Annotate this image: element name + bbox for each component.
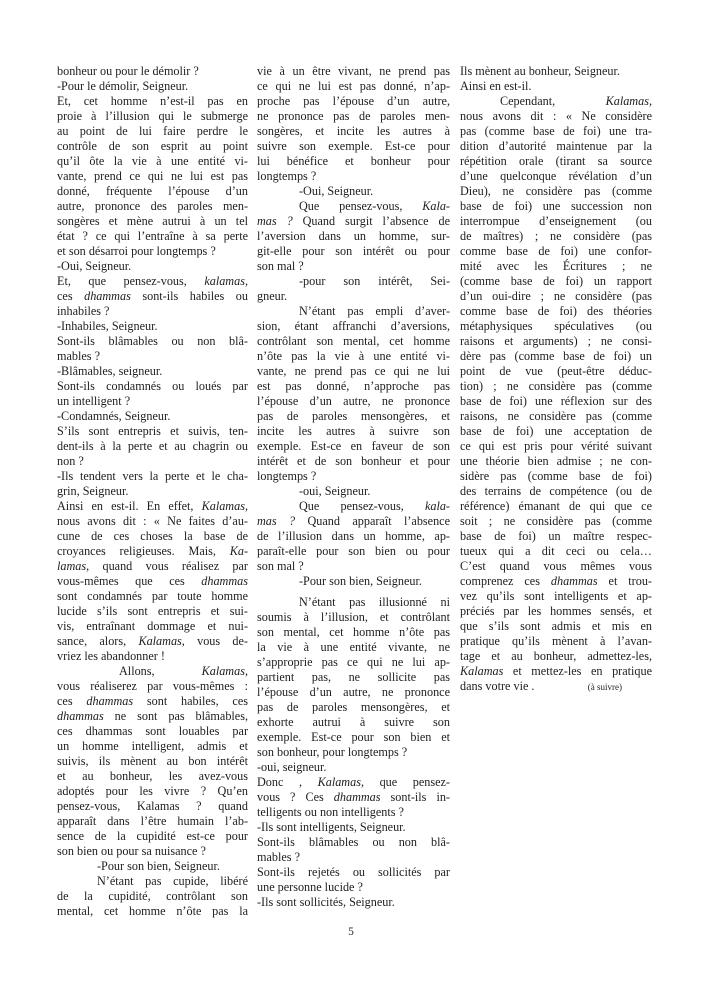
text-column-3: [460, 64, 652, 694]
text-line: Que pensez-vous, Kala-: [299, 199, 450, 213]
text-line: pensez-vous, Kalamas ? quand: [57, 799, 248, 813]
text-line: lamas, quand vous réalisez par: [57, 559, 248, 573]
text-line: intérêt et de son bonheur et pour: [257, 454, 450, 468]
text-line: mas ? Quand apparaît l’absence: [257, 514, 450, 528]
text-line: soit ; ne considère pas (comme: [460, 514, 652, 528]
text-line: Ainsi en est-il. En effet, Kalamas,: [57, 499, 248, 513]
text-line: raisons et arguments) ; ne consi-: [460, 334, 652, 348]
text-line: bonheur ou pour le démolir ?: [57, 64, 199, 78]
text-line: Donc , Kalamas, que pensez-: [257, 775, 450, 789]
text-line: C’est quand vous mêmes vous: [460, 559, 652, 573]
text-line: nous avons dit : « Ne considère: [460, 109, 652, 123]
text-line: Allons, Kalamas,: [119, 664, 248, 678]
text-column-1: [57, 64, 248, 919]
text-line: lucide s’ils sont entrepris et sui-: [57, 604, 248, 618]
text-line: vis, entraînant dommage et nui-: [57, 619, 248, 633]
text-line: mité avec les Écritures ; ne: [460, 259, 652, 273]
text-line: ce qui ne lui est pas donné, n’ap-: [257, 79, 450, 93]
text-line: paraît-elle pour son bien ou pour: [257, 544, 450, 558]
text-line: Ils mènent au bonheur, Seigneur.: [460, 64, 620, 78]
text-line: -Pour le démolir, Seigneur.: [57, 79, 189, 93]
text-line: la vie à une entité vivante, ne: [257, 640, 450, 654]
text-line: qu’il ôte la vie à une entité vi-: [57, 154, 248, 168]
text-line: comme base de foi) une confor-: [460, 244, 652, 258]
text-line: son mal ?: [257, 259, 304, 273]
text-line: mables ?: [57, 349, 100, 363]
text-line: Sont-ils rejetés ou sollicités par: [257, 865, 450, 879]
text-line: -Pour son bien, Seigneur.: [299, 574, 422, 588]
text-line: incite les autres à suivre son: [257, 424, 450, 438]
text-line: exemple. Est-ce en faveur de son: [257, 439, 450, 453]
text-line: base de foi) une réflexion sur des: [460, 394, 652, 408]
text-line: ce qui est pris pour vérité suivant: [460, 439, 652, 453]
text-line: cune de ces choses la base de: [57, 529, 248, 543]
text-line: base de foi) un maître respec-: [460, 529, 652, 543]
text-line: comprenez ces dhammas et trou-: [460, 574, 652, 588]
text-line: dans votre vie . (à suivre): [460, 679, 652, 694]
text-line: git-elle pour son intérêt ou pour: [257, 244, 450, 258]
text-line: mables ?: [257, 850, 300, 864]
text-line: point de vue (peut-être déduc-: [460, 364, 652, 378]
text-line: au point de lui faire perdre le: [57, 124, 248, 138]
text-line: (comme base de foi) un rapport: [460, 274, 652, 288]
text-line: ces dhammas sont habiles, ces: [57, 694, 248, 708]
text-line: -Oui, Seigneur.: [299, 184, 374, 198]
text-line: pratique qu’ils mènent à l’avan-: [460, 634, 652, 648]
text-line: -Ils tendent vers la perte et le cha-: [57, 469, 248, 483]
text-line: -Ils sont sollicités, Seigneur.: [257, 895, 395, 909]
text-line: -Oui, Seigneur.: [57, 259, 132, 273]
text-line: gneur.: [257, 289, 288, 303]
text-line: état ? ce qui l’entraîne à sa perte: [57, 229, 248, 243]
text-line: base de foi) une acceptation de: [460, 424, 652, 438]
text-line: Dieu), ne considère pas (comme: [460, 184, 652, 198]
text-line: grin, Seigneur.: [57, 484, 129, 498]
text-line: ne prononce pas de paroles men-: [257, 109, 450, 123]
text-line: n’ôte pas la vie à une entité vi-: [257, 349, 450, 363]
text-line: vie à un être vivant, ne prend pas: [257, 64, 450, 78]
text-line: songères, et incite les autres à: [257, 124, 450, 138]
text-line: son bien ou pour sa nuisance ?: [57, 844, 206, 858]
text-line: vante, prend ce qui ne lui est pas: [57, 169, 248, 183]
text-line: et son désarroi pour longtemps ?: [57, 244, 216, 258]
text-line: raisons, ne considère pas (comme: [460, 409, 652, 423]
text-line: apparaît dans l’être humain l’ab-: [57, 814, 248, 828]
text-line: Que pensez-vous, kala-: [299, 499, 450, 513]
text-line: mental, cet homme n’ôte pas la: [57, 904, 248, 918]
text-line: l’aversion dans un homme, sur-: [257, 229, 450, 243]
page-number: 5: [348, 926, 354, 938]
text-line: de maîtres) ; ne considère (pas: [460, 229, 652, 243]
text-line: son mal ?: [257, 559, 304, 573]
text-line: son bonheur, pour longtemps ?: [257, 745, 408, 759]
text-line: est pas donné, n’approche pas: [257, 379, 450, 393]
text-line: pas de paroles mensongères, et: [257, 409, 450, 423]
text-line: dent-ils à la perte et au chagrin ou: [57, 439, 248, 453]
text-line: une théorie bien admise ; ne con-: [460, 454, 652, 468]
text-line: dère pas (comme base de foi) un: [460, 349, 652, 363]
text-line: un intelligent ?: [57, 394, 131, 408]
text-line: pas (comme base de foi) une tra-: [460, 124, 652, 138]
text-line: comme base de foi) des théories: [460, 304, 652, 318]
text-line: lui bénéfice et bonheur pour: [257, 154, 450, 168]
text-line: l’épouse d’un autre, ne prononce: [257, 394, 450, 408]
text-line: proie à l’illusion qui le submerge: [57, 109, 248, 123]
text-line: -Inhabiles, Seigneur.: [57, 319, 158, 333]
text-line: Cependant, Kalamas,: [500, 94, 652, 108]
text-line: sence de la cupidité est-ce pour: [57, 829, 248, 843]
text-line: -Condamnés, Seigneur.: [57, 409, 171, 423]
text-line: songères et mène autrui à un tel: [57, 214, 248, 228]
text-line: tage et au bonheur, admettez-les,: [460, 649, 652, 663]
text-column-2: [257, 64, 450, 910]
text-line: N’étant pas illusionné ni: [299, 595, 450, 609]
text-line: N’étant pas empli d’aver-: [299, 304, 450, 318]
text-line: son mental, cet homme n’ôte pas: [257, 625, 450, 639]
text-line: vante, ne prend pas ce qui ne lui: [257, 364, 450, 378]
text-line: de l’illusion dans un homme, ap-: [257, 529, 450, 543]
text-line: exemple. Est-ce pour son bien et: [257, 730, 450, 744]
text-line: -oui, Seigneur.: [299, 484, 371, 498]
text-line: longtemps ?: [257, 169, 317, 183]
text-line: -pour son intérêt, Sei-: [299, 274, 450, 288]
text-line: de la cupidité, contrôlant son: [57, 889, 248, 903]
text-line: Sont-ils condamnés ou loués par: [57, 379, 248, 393]
text-line: d’un oui-dire ; ne considère (pas: [460, 289, 652, 303]
text-line: longtemps ?: [257, 469, 317, 483]
text-line: telligents ou non intelligents ?: [257, 805, 404, 819]
text-line: autre, prononce des paroles men-: [57, 199, 248, 213]
text-line: pas de paroles mensongères, et: [257, 700, 450, 714]
text-line: référence) émanant de qui que ce: [460, 499, 652, 513]
text-line: partient pas, ne sollicite pas: [257, 670, 450, 684]
text-line: tueux qui a dit ceci ou cela…: [460, 544, 652, 558]
text-line: mas ? Quand surgit l’absence de: [257, 214, 450, 228]
text-line: vez qu’ils sont intelligents et ap-: [460, 589, 652, 603]
text-line: base de foi) une succession non: [460, 199, 652, 213]
text-line: vriez les abandonner !: [57, 649, 165, 663]
text-line: des terrains de compétence (ou de: [460, 484, 652, 498]
text-line: que s’ils sont admis et mis en: [460, 619, 652, 633]
text-line: vous-mêmes que ces dhammas: [57, 574, 248, 588]
text-line: non ?: [57, 454, 84, 468]
text-line: suivre son exemple. Est-ce pour: [257, 139, 450, 153]
text-line: dhammas ne sont pas blâmables,: [57, 709, 248, 723]
text-line: N’étant pas cupide, libéré: [97, 874, 248, 888]
text-line: sont condamnés par toute homme: [57, 589, 248, 603]
text-line: et au bonheur, les avez-vous: [57, 769, 248, 783]
text-line: adoptés pour les vivre ? Qu’en: [57, 784, 248, 798]
text-line: Ainsi en est-il.: [460, 79, 532, 93]
text-line: dition d’autorité maintenue par la: [460, 139, 652, 153]
text-line: d’une quelconque révélation d’un: [460, 169, 652, 183]
text-line: métaphysiques spéculatives (ou: [460, 319, 652, 333]
text-line: ces dhammas sont louables par: [57, 724, 248, 738]
text-line: Et, que pensez-vous, kalamas,: [57, 274, 248, 288]
text-line: suivis, ils mènent au bon intérêt: [57, 754, 248, 768]
text-line: nous avons dit : « Ne faites d’au-: [57, 514, 248, 528]
continuation-note: (à suivre): [587, 682, 622, 692]
text-line: interrompue d’enseignement (ou: [460, 214, 652, 228]
text-line: -Ils sont intelligents, Seigneur.: [257, 820, 406, 834]
text-line: sidère pas (comme base de foi): [460, 469, 652, 483]
text-line: ces dhammas sont-ils habiles ou: [57, 289, 248, 303]
text-line: croyances religieuses. Mais, Ka-: [57, 544, 248, 558]
text-line: donné, fréquente l’épouse d’un: [57, 184, 248, 198]
text-line: l’épouse d’un autre, ne prononce: [257, 685, 450, 699]
text-line: Sont-ils blâmables ou non blâ-: [57, 334, 248, 348]
text-line: vous ? Ces dhammas sont-ils in-: [257, 790, 450, 804]
text-line: préciés par les hommes sensés, et: [460, 604, 652, 618]
text-line: soumis à l’illusion, et contrôlant: [257, 610, 450, 624]
text-line: contrôlant son mental, cet homme: [257, 334, 450, 348]
text-line: -Pour son bien, Seigneur.: [97, 859, 220, 873]
text-line: sion, étant affranchi d’aversions,: [257, 319, 450, 333]
text-line: -Blâmables, seigneur.: [57, 364, 163, 378]
text-line: inhabiles ?: [57, 304, 110, 318]
text-line: un homme intelligent, admis et: [57, 739, 248, 753]
text-line: une personne lucide ?: [257, 880, 363, 894]
text-line: -oui, seigneur.: [257, 760, 327, 774]
text-line: sance, alors, Kalamas, vous de-: [57, 634, 248, 648]
text-line: répétition orale (tirant sa source: [460, 154, 652, 168]
text-line: Kalamas et mettez-les en pratique: [460, 664, 652, 678]
text-line: Et, cet homme n’est-il pas en: [57, 94, 248, 108]
text-line: exhorte autrui à suivre son: [257, 715, 450, 729]
text-line: tion) ; ne considère pas (comme: [460, 379, 652, 393]
text-line: s’approprie pas ce qui ne lui ap-: [257, 655, 450, 669]
text-line: vous réaliserez par vous-mêmes :: [57, 679, 248, 693]
text-line: S’ils sont entrepris et suivis, ten-: [57, 424, 248, 438]
text-line: Sont-ils blâmables ou non blâ-: [257, 835, 450, 849]
text-line: proche pas l’épouse d’un autre,: [257, 94, 450, 108]
text-line: contrôle de son esprit au point: [57, 139, 248, 153]
